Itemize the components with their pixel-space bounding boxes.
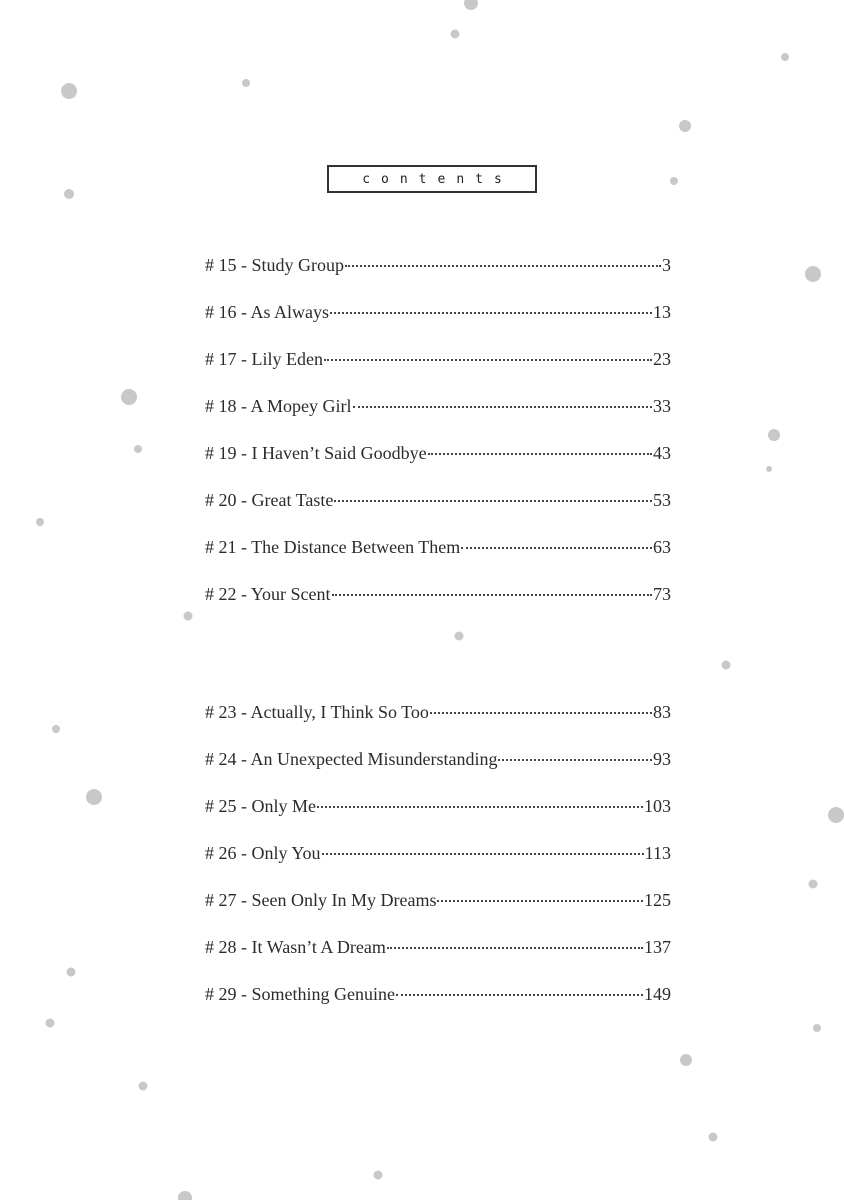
dot-leader <box>461 547 652 549</box>
toc-entry <box>205 977 671 1024</box>
dot-leader <box>332 594 652 596</box>
toc-entry-page-number: 23 <box>653 349 671 369</box>
toc-entry-title: # 18 - A Mopey Girl <box>205 396 352 416</box>
toc-entry-title: # 19 - I Haven’t Said Goodbye <box>205 443 427 463</box>
toc-entry-title: # 28 - It Wasn’t A Dream <box>205 937 386 957</box>
dot-leader <box>317 806 643 808</box>
contents-heading <box>327 165 537 193</box>
toc-entry-page-number: 3 <box>662 255 671 275</box>
dot-leader <box>353 406 653 408</box>
toc-entry-title: # 16 - As Always <box>205 302 330 322</box>
toc-entry <box>205 836 671 883</box>
toc-entry-page-number: 13 <box>653 302 671 322</box>
toc-entry-page-number: 93 <box>653 749 671 769</box>
dot-leader <box>437 900 643 902</box>
toc-entry-page-number: 63 <box>653 537 671 557</box>
dot-leader <box>334 500 652 502</box>
toc-entry <box>205 930 671 977</box>
toc-section-1 <box>205 248 671 624</box>
dot-leader <box>430 712 652 714</box>
toc-entry-title: # 22 - Your Scent <box>205 584 331 604</box>
toc-entry-title: # 17 - Lily Eden <box>205 349 323 369</box>
contents-heading-label: contents <box>362 171 513 187</box>
toc-entry <box>205 436 671 483</box>
toc-entry-title: # 27 - Seen Only In My Dreams <box>205 890 437 910</box>
dot-leader <box>387 947 643 949</box>
dot-leader <box>498 759 652 761</box>
toc-section-2 <box>205 695 671 1024</box>
toc-entry <box>205 577 671 624</box>
toc-entry-title: # 26 - Only You <box>205 843 321 863</box>
toc-entry-page-number: 137 <box>644 937 671 957</box>
toc-entry-page-number: 43 <box>653 443 671 463</box>
toc-entry-page-number: 33 <box>653 396 671 416</box>
toc-entry-page-number: 149 <box>644 984 671 1004</box>
dot-leader <box>322 853 644 855</box>
toc-entry-title: # 20 - Great Taste <box>205 490 334 510</box>
dot-leader <box>345 265 661 267</box>
toc-entry-title: # 15 - Study Group <box>205 255 344 275</box>
toc-entry-title: # 29 - Something Genuine <box>205 984 395 1004</box>
toc-entry <box>205 742 671 789</box>
toc-entry-page-number: 53 <box>653 490 671 510</box>
toc-entry-title: # 23 - Actually, I Think So Too <box>205 702 429 722</box>
toc-entry-page-number: 113 <box>644 843 671 863</box>
toc-entry-page-number: 73 <box>653 584 671 604</box>
toc-entry <box>205 789 671 836</box>
toc-entry-title: # 21 - The Distance Between Them <box>205 537 461 557</box>
dot-leader <box>330 312 652 314</box>
toc-entry-title: # 24 - An Unexpected Misunderstanding <box>205 749 498 769</box>
toc-entry <box>205 295 671 342</box>
toc-entry <box>205 248 671 295</box>
dot-leader <box>428 453 652 455</box>
toc-entry-page-number: 125 <box>644 890 671 910</box>
toc-entry <box>205 883 671 930</box>
toc-entry-page-number: 83 <box>653 702 671 722</box>
dot-leader <box>324 359 652 361</box>
toc-entry <box>205 530 671 577</box>
toc-entry-page-number: 103 <box>644 796 671 816</box>
toc-entry-title: # 25 - Only Me <box>205 796 316 816</box>
toc-entry <box>205 695 671 742</box>
toc-entry <box>205 389 671 436</box>
toc-entry <box>205 483 671 530</box>
toc-entry <box>205 342 671 389</box>
dot-leader <box>396 994 643 996</box>
